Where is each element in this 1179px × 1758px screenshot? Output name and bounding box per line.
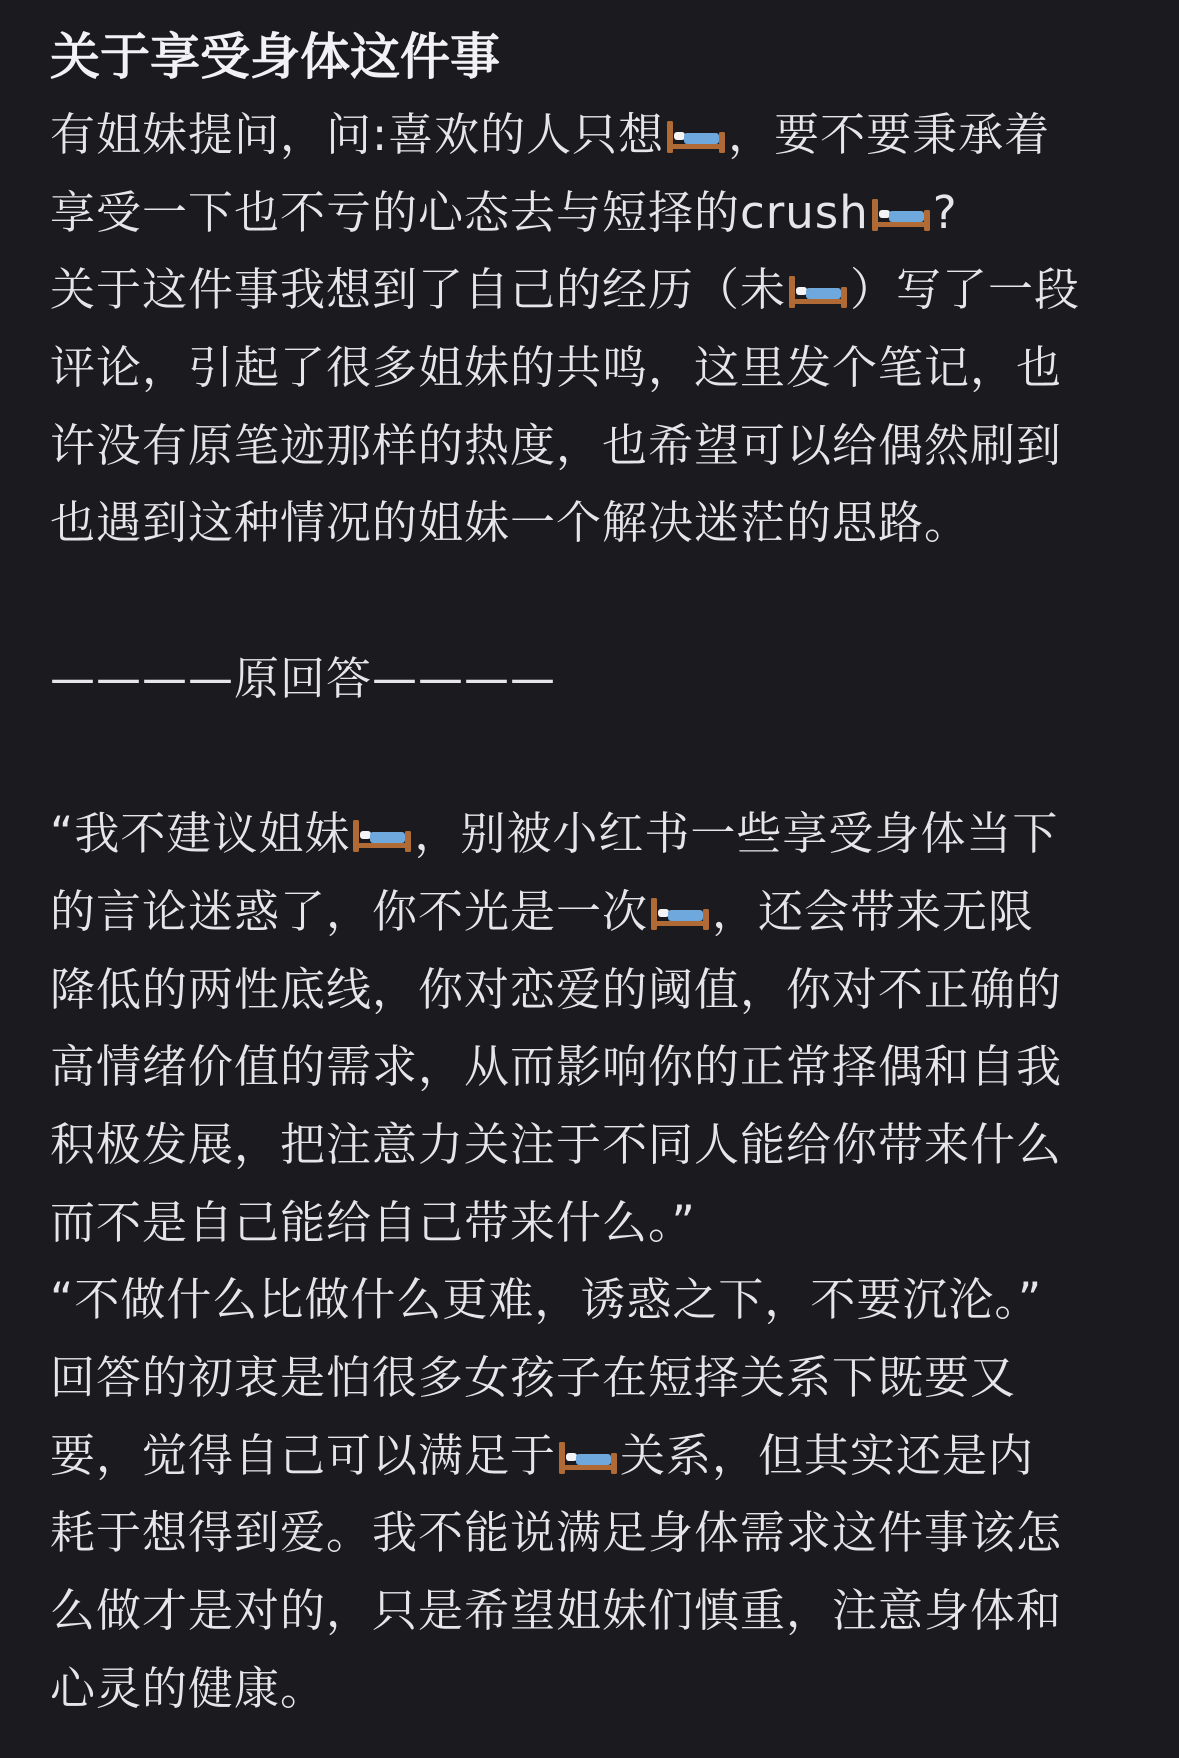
body-text: ，还会带来无限 <box>712 884 1035 938</box>
body-text: 而不是自己能给自己带来什么。” <box>50 1195 696 1249</box>
body-text: 有姐妹提问，问:喜欢的人只想 <box>50 108 665 161</box>
body-text: 么做才是对的，只是希望姐妹们慎重，注意身体和 <box>50 1584 1063 1638</box>
body-line <box>50 1572 1140 1650</box>
bed-icon <box>666 120 726 154</box>
post-body <box>50 96 1140 1727</box>
body-line <box>50 1028 1140 1106</box>
body-text: 要，觉得自己可以满足于 <box>50 1428 557 1482</box>
body-text: ? <box>932 185 958 239</box>
post-content <box>50 18 1140 1727</box>
body-line <box>50 1184 1140 1262</box>
body-text: 的言论迷惑了，你不光是一次 <box>50 884 649 938</box>
body-text: “不做什么比做什么更难，诱惑之下，不要沉沦。” <box>50 1273 1043 1327</box>
body-line <box>50 251 1140 329</box>
bed-icon <box>871 198 931 232</box>
body-text: 也遇到这种情况的姐妹一个解决迷茫的思路。 <box>50 496 971 550</box>
body-line <box>50 1417 1140 1495</box>
body-line <box>50 329 1140 407</box>
body-line <box>50 1494 1140 1572</box>
bed-icon <box>352 819 412 853</box>
body-line <box>50 1106 1140 1184</box>
body-text: 回答的初衷是怕很多女孩子在短择关系下既要又 <box>50 1351 1017 1404</box>
body-line <box>50 96 1140 174</box>
body-text: 关于这件事我想到了自己的经历（未 <box>50 263 787 317</box>
body-line <box>50 407 1140 485</box>
blank-line <box>50 562 1140 640</box>
body-text: ）写了一段 <box>850 263 1081 317</box>
body-text: 评论，引起了很多姐妹的共鸣，这里发个笔记，也 <box>50 341 1063 395</box>
body-text: ————原回答———— <box>50 651 557 705</box>
blank-line <box>50 718 1140 796</box>
bed-icon <box>788 275 848 309</box>
bed-icon <box>650 897 710 931</box>
body-line <box>50 1650 1140 1728</box>
body-text: ，别被小红书一些享受身体当下 <box>414 807 1059 861</box>
post-title: 关于享受身体这件事 <box>50 28 500 86</box>
body-text: 许没有原笔迹那样的热度，也希望可以给偶然刷到 <box>50 418 1063 472</box>
body-text: 心灵的健康。 <box>50 1661 327 1715</box>
body-text: ，要不要秉承着 <box>728 108 1051 161</box>
body-text: 积极发展，把注意力关注于不同人能给你带来什么 <box>50 1117 1063 1171</box>
body-line <box>50 1339 1140 1417</box>
body-line <box>50 951 1140 1029</box>
body-line <box>50 795 1140 873</box>
body-line <box>50 484 1140 562</box>
bed-icon <box>558 1441 618 1475</box>
body-line <box>50 640 1140 718</box>
body-text: 关系，但其实还是内 <box>620 1428 1035 1482</box>
body-text: 耗于想得到爱。我不能说满足身体需求这件事该怎 <box>50 1506 1063 1560</box>
body-line <box>50 1261 1140 1339</box>
body-line <box>50 174 1140 252</box>
body-text: 降低的两性底线，你对恋爱的阈值，你对不正确的 <box>50 962 1063 1016</box>
body-text: 享受一下也不亏的心态去与短择的crush <box>50 185 869 239</box>
body-text: 高情绪价值的需求，从而影响你的正常择偶和自我 <box>50 1040 1063 1094</box>
body-line <box>50 873 1140 951</box>
body-text: “我不建议姐妹 <box>50 807 351 861</box>
